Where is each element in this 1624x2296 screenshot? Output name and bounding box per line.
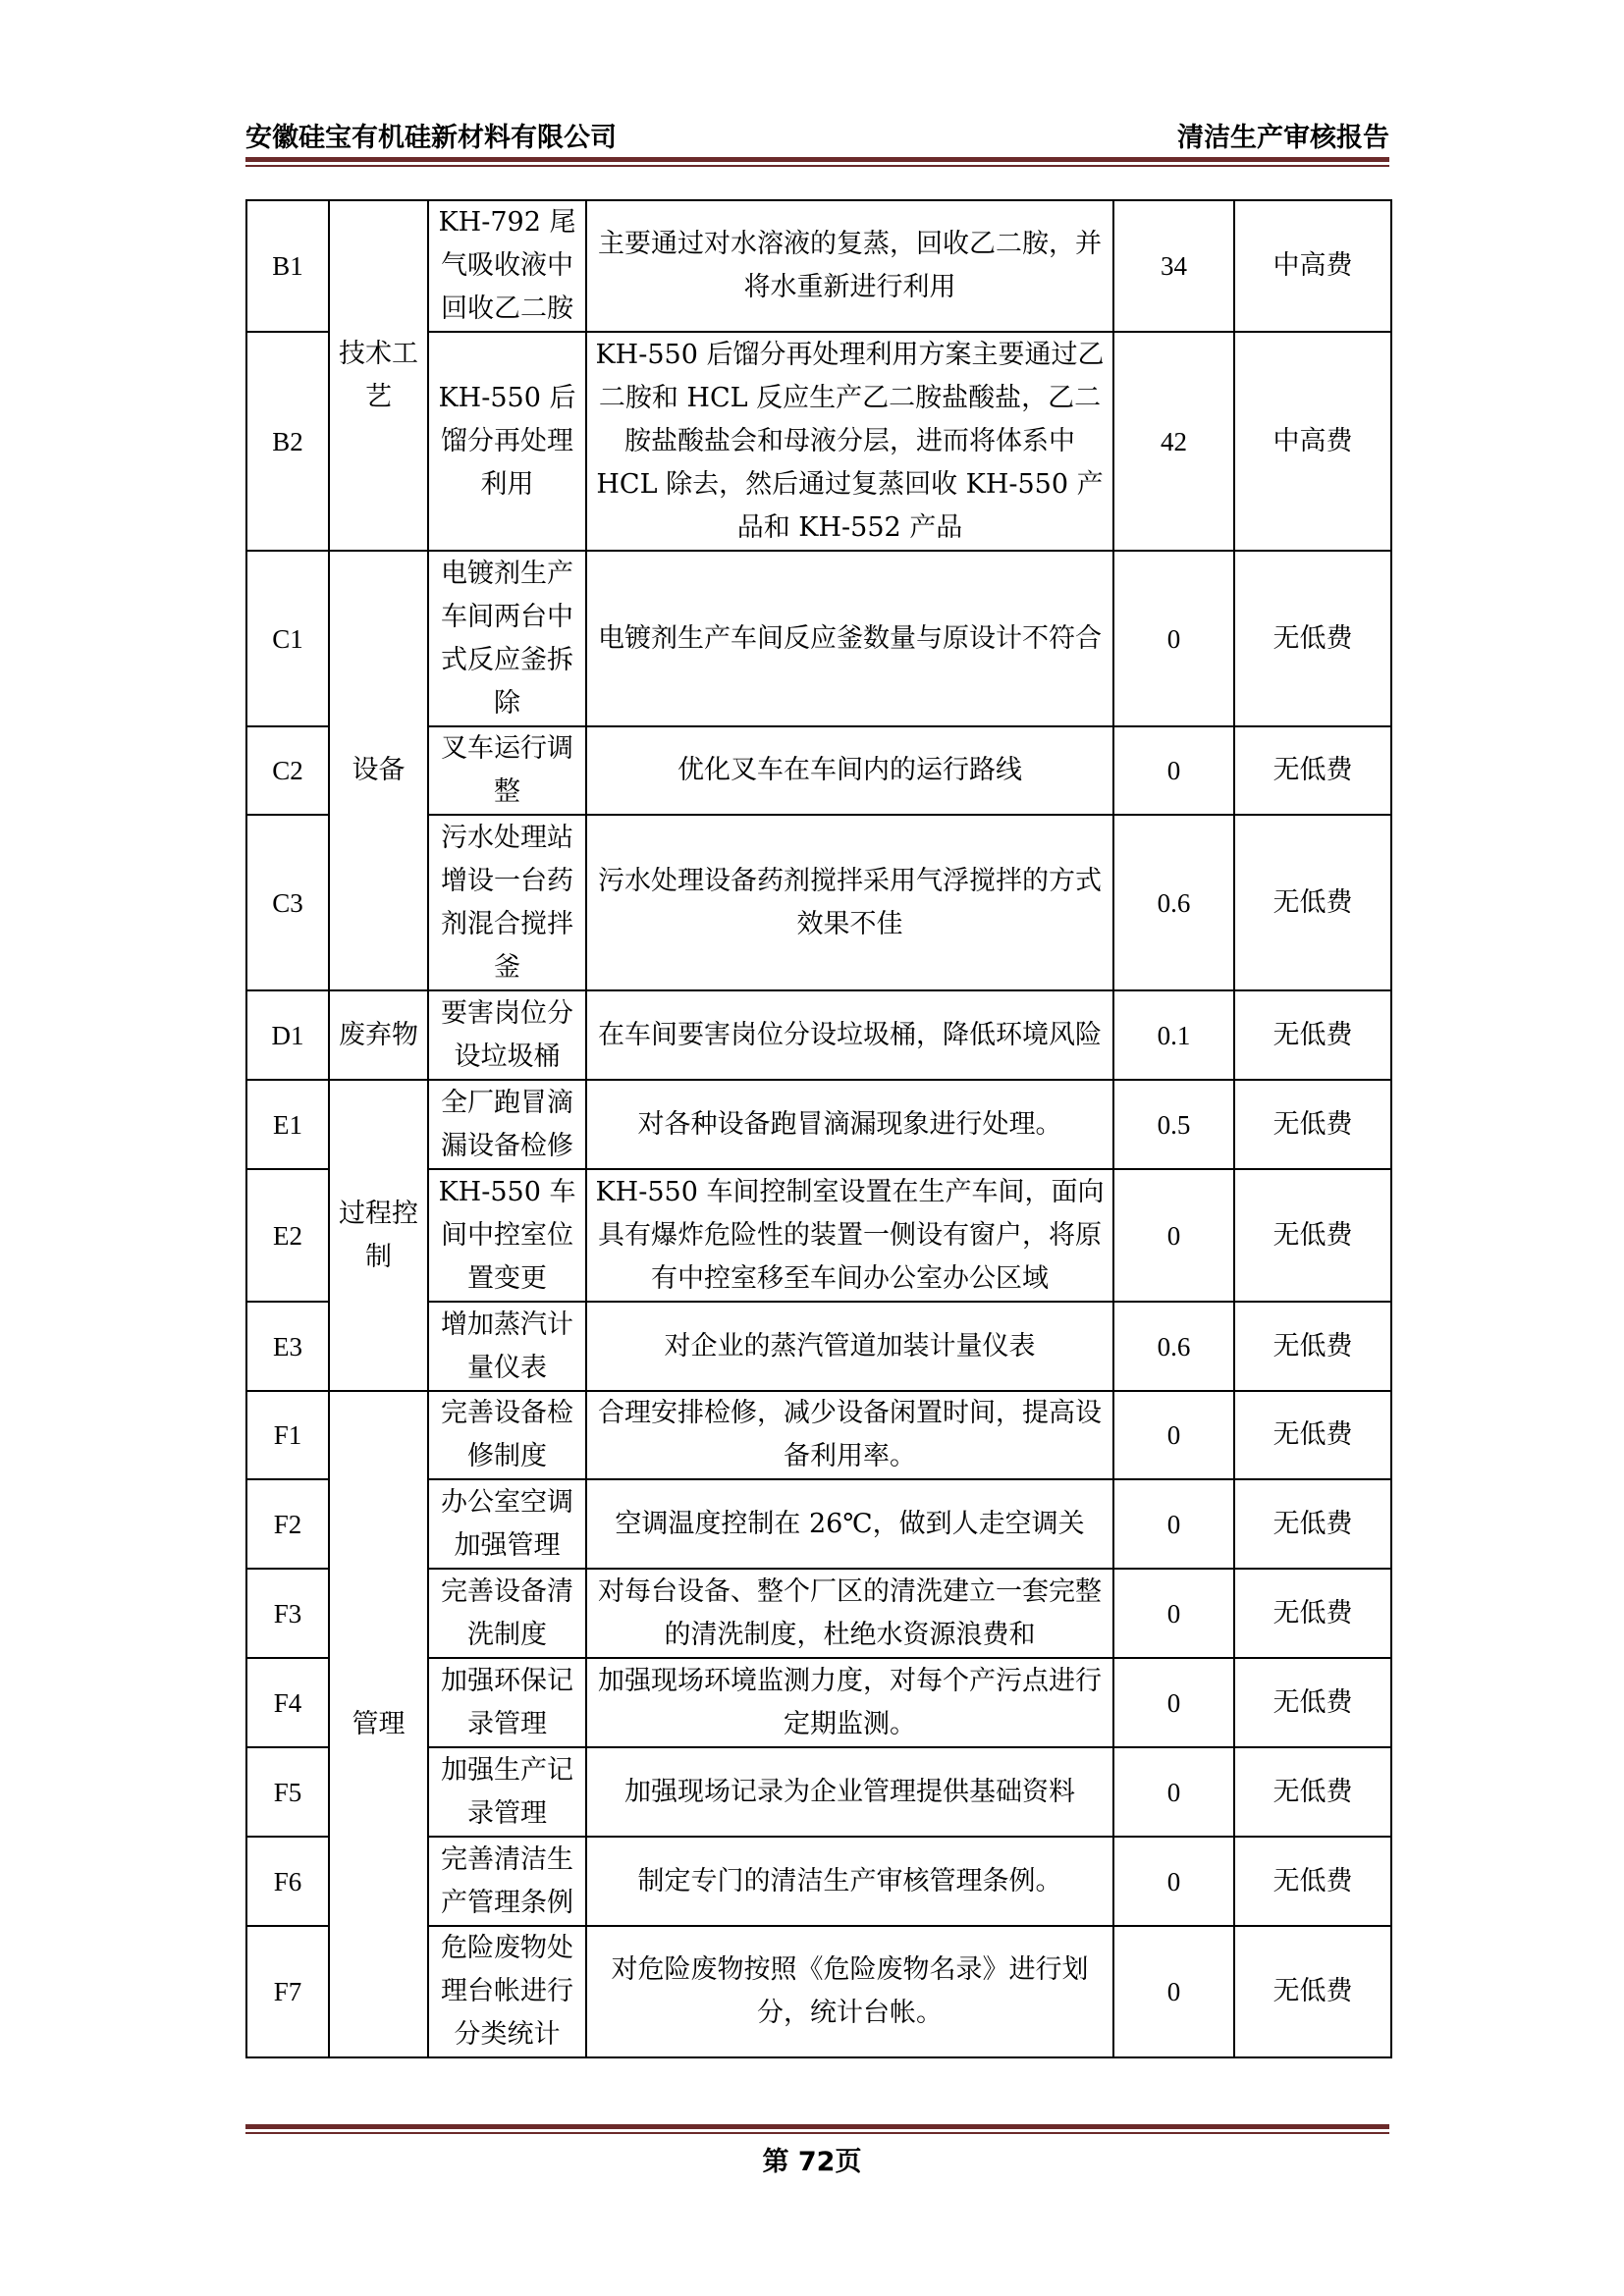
row-investment: 0: [1113, 1569, 1234, 1658]
row-name: 全厂跑冒滴漏设备检修: [428, 1080, 586, 1169]
footer-rule-thin: [245, 2132, 1389, 2134]
row-code: D1: [246, 990, 329, 1080]
row-code: F5: [246, 1747, 329, 1837]
row-investment: 0.1: [1113, 990, 1234, 1080]
row-investment: 0: [1113, 1837, 1234, 1926]
row-name: 污水处理站增设一台药剂混合搅拌釜: [428, 815, 586, 990]
row-cost-level: 无低费: [1234, 1747, 1391, 1837]
company-name: 安徽硅宝有机硅新材料有限公司: [245, 123, 617, 153]
row-name: 加强生产记录管理: [428, 1747, 586, 1837]
table-row: [246, 1080, 1391, 1169]
row-description: 在车间要害岗位分设垃圾桶，降低环境风险: [586, 990, 1113, 1080]
row-code: C2: [246, 726, 329, 815]
row-description: 主要通过对水溶液的复蒸，回收乙二胺，并将水重新进行利用: [586, 200, 1113, 332]
row-code: E3: [246, 1302, 329, 1391]
row-code: E1: [246, 1080, 329, 1169]
row-description: 对企业的蒸汽管道加装计量仪表: [586, 1302, 1113, 1391]
row-cost-level: 无低费: [1234, 1926, 1391, 2057]
row-name: 办公室空调加强管理: [428, 1479, 586, 1569]
row-description: 加强现场记录为企业管理提供基础资料: [586, 1747, 1113, 1837]
row-description: 对危险废物按照《危险废物名录》进行划分，统计台帐。: [586, 1926, 1113, 2057]
row-name: 增加蒸汽计量仪表: [428, 1302, 586, 1391]
row-code: B2: [246, 332, 329, 551]
row-code: E2: [246, 1169, 329, 1302]
row-name: 电镀剂生产车间两台中式反应釜拆除: [428, 551, 586, 726]
category-cell: 管理: [329, 1391, 428, 2057]
row-investment: 0.6: [1113, 1302, 1234, 1391]
page-number: 第 72页: [762, 2147, 862, 2177]
table-row: [246, 200, 1391, 332]
row-investment: 0: [1113, 1926, 1234, 2057]
header-rule-thin: [245, 165, 1389, 167]
row-cost-level: 无低费: [1234, 1658, 1391, 1747]
row-name: 完善清洁生产管理条例: [428, 1837, 586, 1926]
row-investment: 0: [1113, 551, 1234, 726]
row-name: KH-792 尾气吸收液中回收乙二胺: [428, 200, 586, 332]
row-cost-level: 无低费: [1234, 1169, 1391, 1302]
row-description: 合理安排检修，减少设备闲置时间，提高设备利用率。: [586, 1391, 1113, 1479]
row-description: 加强现场环境监测力度，对每个产污点进行定期监测。: [586, 1658, 1113, 1747]
row-cost-level: 无低费: [1234, 1302, 1391, 1391]
table-row: [246, 1391, 1391, 1479]
row-name: KH-550 后馏分再处理利用: [428, 332, 586, 551]
row-code: B1: [246, 200, 329, 332]
row-code: C3: [246, 815, 329, 990]
row-description: 空调温度控制在 26℃，做到人走空调关: [586, 1479, 1113, 1569]
row-investment: 0: [1113, 1747, 1234, 1837]
measures-table: [245, 199, 1392, 2058]
row-description: 制定专门的清洁生产审核管理条例。: [586, 1837, 1113, 1926]
row-name: 危险废物处理台帐进行分类统计: [428, 1926, 586, 2057]
row-description: 对各种设备跑冒滴漏现象进行处理。: [586, 1080, 1113, 1169]
row-cost-level: 无低费: [1234, 726, 1391, 815]
row-name: 完善设备检修制度: [428, 1391, 586, 1479]
page-header: [245, 114, 1389, 153]
row-description: 污水处理设备药剂搅拌采用气浮搅拌的方式效果不佳: [586, 815, 1113, 990]
report-title: 清洁生产审核报告: [1177, 123, 1389, 153]
category-cell: 设备: [329, 551, 428, 990]
row-cost-level: 无低费: [1234, 551, 1391, 726]
row-code: F7: [246, 1926, 329, 2057]
row-description: KH-550 后馏分再处理利用方案主要通过乙二胺和 HCL 反应生产乙二胺盐酸盐，乙二胺盐酸盐会和母液分层，进而将体系中 HCL 除去，然后通过复蒸回收 KH-550 产品和 KH-552 产品: [586, 332, 1113, 551]
row-cost-level: 中高费: [1234, 332, 1391, 551]
row-code: F2: [246, 1479, 329, 1569]
row-description: 优化叉车在车间内的运行路线: [586, 726, 1113, 815]
row-investment: 0.6: [1113, 815, 1234, 990]
row-description: 电镀剂生产车间反应釜数量与原设计不符合: [586, 551, 1113, 726]
footer-rule-thick: [245, 2124, 1389, 2129]
row-investment: 0.5: [1113, 1080, 1234, 1169]
row-investment: 0: [1113, 1391, 1234, 1479]
row-investment: 0: [1113, 1479, 1234, 1569]
row-code: F3: [246, 1569, 329, 1658]
row-description: 对每台设备、整个厂区的清洗建立一套完整的清洗制度，杜绝水资源浪费和: [586, 1569, 1113, 1658]
row-investment: 34: [1113, 200, 1234, 332]
row-cost-level: 无低费: [1234, 1080, 1391, 1169]
category-cell: 过程控制: [329, 1080, 428, 1391]
row-name: 完善设备清洗制度: [428, 1569, 586, 1658]
row-cost-level: 无低费: [1234, 1569, 1391, 1658]
row-code: F6: [246, 1837, 329, 1926]
row-code: F1: [246, 1391, 329, 1479]
row-cost-level: 无低费: [1234, 990, 1391, 1080]
row-cost-level: 无低费: [1234, 1391, 1391, 1479]
header-rule-thick: [245, 157, 1389, 162]
row-cost-level: 无低费: [1234, 1479, 1391, 1569]
row-name: 加强环保记录管理: [428, 1658, 586, 1747]
row-cost-level: 无低费: [1234, 1837, 1391, 1926]
row-code: C1: [246, 551, 329, 726]
row-cost-level: 中高费: [1234, 200, 1391, 332]
row-code: F4: [246, 1658, 329, 1747]
table-row: [246, 990, 1391, 1080]
row-cost-level: 无低费: [1234, 815, 1391, 990]
row-investment: 0: [1113, 1169, 1234, 1302]
table-row: [246, 551, 1391, 726]
row-name: 叉车运行调整: [428, 726, 586, 815]
row-description: KH-550 车间控制室设置在生产车间，面向具有爆炸危险性的装置一侧设有窗户，将原有中控室移至车间办公室办公区域: [586, 1169, 1113, 1302]
row-investment: 0: [1113, 726, 1234, 815]
row-investment: 42: [1113, 332, 1234, 551]
category-cell: 技术工艺: [329, 200, 428, 551]
row-name: KH-550 车间中控室位置变更: [428, 1169, 586, 1302]
row-name: 要害岗位分设垃圾桶: [428, 990, 586, 1080]
category-cell: 废弃物: [329, 990, 428, 1080]
row-investment: 0: [1113, 1658, 1234, 1747]
